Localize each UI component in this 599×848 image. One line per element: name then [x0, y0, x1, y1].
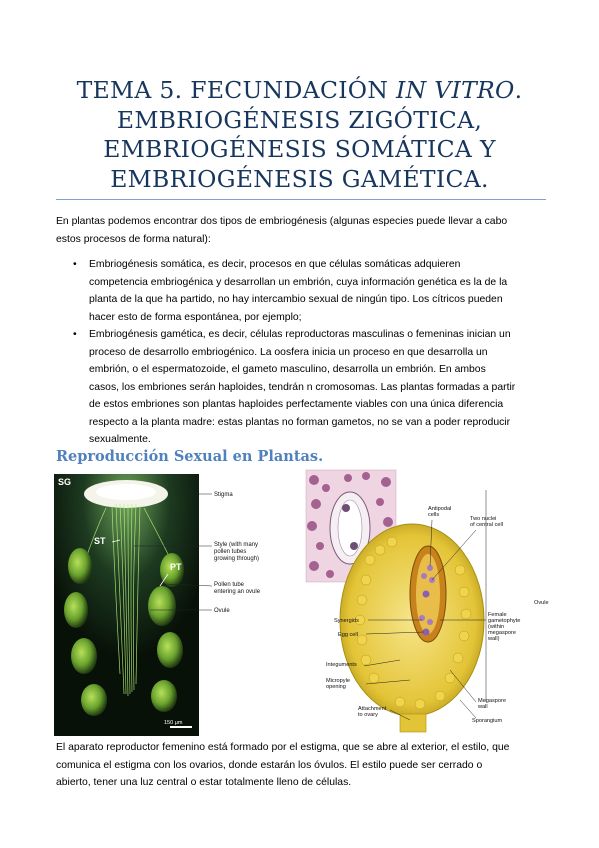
page-title: [40, 76, 559, 194]
label-egg-cell: Egg cell: [338, 632, 358, 638]
bullet-marker: •: [73, 329, 77, 340]
title-divider: [56, 199, 546, 200]
label-synergids: Synergids: [334, 618, 359, 624]
list-item: • Embriogénesis somática, es decir, procesos en que células somáticas adquieren competencia embriogénica y desarrollan un embrión, cuya información genética es la de la planta de la que ha partido, no hay intercambio sexual de ningún tipo. Los cítricos pueden hacer esto de forma espontánea, por ejemplo;: [56, 256, 546, 326]
title-italic: IN VITRO: [396, 76, 515, 104]
bullet-marker: •: [73, 259, 77, 270]
label-sg: SG: [58, 477, 72, 487]
label-antipodal-2: cells: [428, 512, 440, 518]
title-line-2: EMBRIOGÉNESIS ZIGÓTICA,: [116, 105, 483, 134]
label-antipodal-1: Antipodal: [428, 506, 452, 512]
label-sporangium: Sporangium: [472, 718, 503, 724]
annotation-pollen-tube-2: entering an ovule: [214, 589, 261, 595]
annotation-stigma: Stigma: [214, 492, 233, 498]
title-line-3: EMBRIOGÉNESIS SOMÁTICA Y: [103, 135, 496, 163]
closing-paragraph: El aparato reproductor femenino está formado por el estigma, que se abre al exterior, el estilo, que comunica el estigma con los ovarios, donde estarán los óvulos. El estilo puede ser cerrado o abierto, tener una luz central o estar totalmente lleno de células.: [56, 742, 510, 789]
label-attachment-2: to ovary: [358, 712, 378, 718]
label-female-4: megaspore: [488, 630, 516, 636]
label-ovule: Ovule: [534, 600, 549, 606]
label-pt: PT: [170, 562, 182, 572]
list-item: • Embriogénesis gamética, es decir, células reproductoras masculinas o femeninas inician un proceso de desarrollo embriogénico. La oosfera inicia un proceso en que desarrolla un embrión, o el espermatozoide, el gameto masculino, desarrolla un embrión. En ambos casos, los embriones serán haploides, tendrán n cromosomas. Las plantas formadas a partir de estos embriones son plantas haploides perfectamente viables con una única diferencia respecto a la planta madre: estas plantas no forman gametos, no se van a poder reproducir sexualmente.: [56, 326, 546, 449]
label-integuments: Integuments: [326, 662, 357, 668]
annotation-pollen-tube-1: Pollen tube: [214, 582, 245, 588]
ovule-diagram-figure: [300, 470, 552, 738]
scale-bar-label: 150 µm: [164, 720, 183, 726]
label-attachment-1: Attachment: [358, 706, 387, 712]
annotation-ovule: Ovule: [214, 608, 230, 614]
annotation-style-3: growing through): [214, 556, 260, 562]
label-female-3: (within: [488, 624, 505, 630]
pistil-micrograph-figure: [54, 474, 261, 736]
label-female-2: gametophyte: [488, 618, 521, 624]
label-female-5: wall): [488, 636, 500, 642]
intro-paragraph: En plantas podemos encontrar dos tipos de embriogénesis (algunas especies puede llevar a cabo estos procesos de forma natural):: [56, 216, 508, 245]
label-megaspore-2: wall: [478, 704, 488, 710]
annotation-style-2: pollen tubes: [214, 549, 247, 555]
label-micropyle-1: Micropyle: [326, 678, 350, 684]
label-megaspore-1: Megaspore: [478, 698, 506, 704]
label-micropyle-2: opening: [326, 684, 346, 690]
label-nuclei-1: Two nuclei: [470, 516, 497, 522]
section-heading: Reproducción Sexual en Plantas.: [56, 448, 324, 465]
title-line-4: EMBRIOGÉNESIS GAMÉTICA.: [110, 164, 489, 193]
bullet-list: [56, 256, 546, 449]
annotation-style-1: Style (with many: [214, 542, 259, 548]
label-st: ST: [94, 536, 106, 546]
label-female-1: Female: [488, 612, 507, 618]
title-line-1: TEMA 5. FECUNDACIÓN IN VITRO.: [76, 76, 523, 104]
label-nuclei-2: of central cell: [470, 522, 503, 528]
